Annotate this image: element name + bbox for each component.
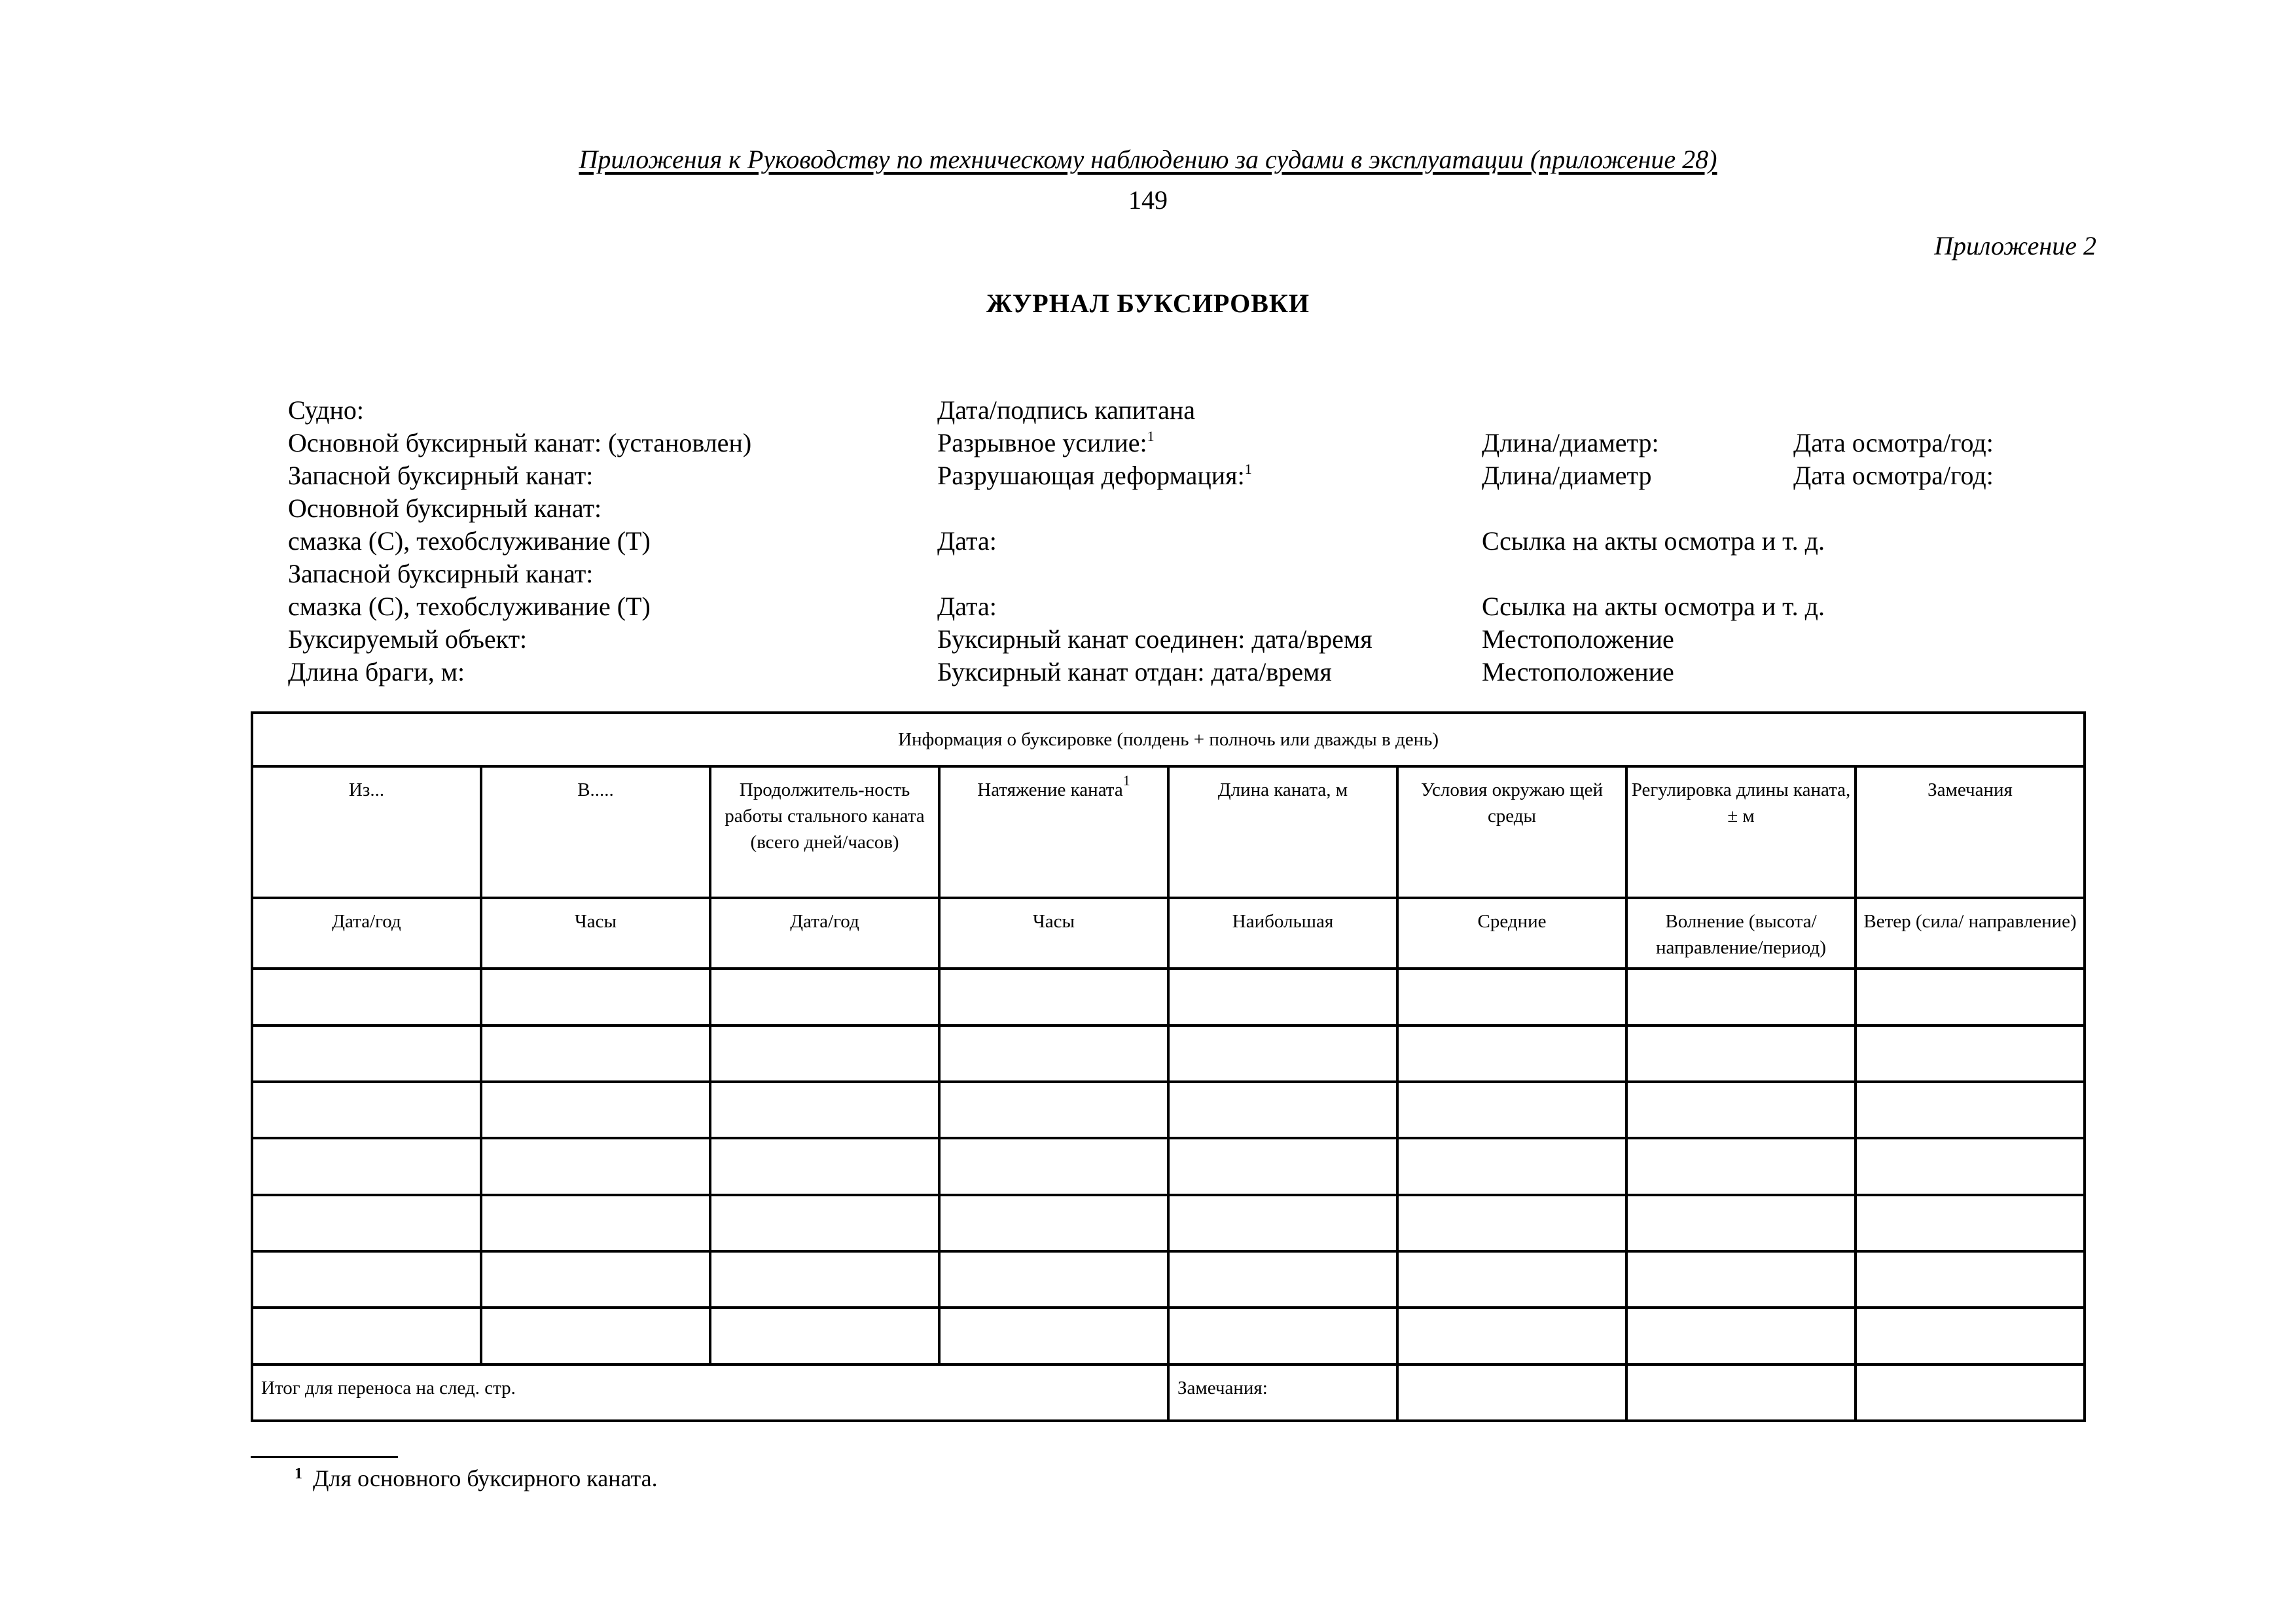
released-field: Буксирный канат отдан: дата/время xyxy=(937,657,1332,687)
column-header: Натяжение каната$^1$ xyxy=(939,766,1168,898)
remarks-label-cell: Замечания: xyxy=(1168,1364,1397,1421)
table-row xyxy=(252,1251,2085,1308)
entry-cell[interactable] xyxy=(710,969,939,1025)
entry-cell[interactable] xyxy=(1397,1308,1626,1364)
sub-header: Волнение (высота/ направление/период) xyxy=(1626,898,1856,969)
entry-cell[interactable] xyxy=(1168,1138,1397,1194)
footer-cell[interactable] xyxy=(1626,1364,1856,1421)
sub-header: Часы xyxy=(481,898,710,969)
info-field: Запасной буксирный канат: xyxy=(288,559,594,588)
sub-header: Часы xyxy=(939,898,1168,969)
inspection-ref-field: Ссылка на акты осмотра и т. д. xyxy=(1482,592,1825,621)
length-diameter-field: Длина/диаметр xyxy=(1482,461,1652,490)
entry-cell[interactable] xyxy=(1856,1138,2085,1194)
entry-cell[interactable] xyxy=(1397,1138,1626,1194)
entry-cell[interactable] xyxy=(481,969,710,1025)
carry-over-cell: Итог для переноса на след. стр. xyxy=(252,1364,1168,1421)
table-row xyxy=(252,969,2085,1025)
entry-cell[interactable] xyxy=(1168,1251,1397,1308)
date-field: Дата: xyxy=(937,592,997,621)
footnote-rule xyxy=(251,1456,398,1458)
entry-cell[interactable] xyxy=(1856,969,2085,1025)
column-header: Продолжитель-ность работы стального каната (всего дней/часов) xyxy=(710,766,939,898)
entry-cell[interactable] xyxy=(1626,969,1856,1025)
running-title: Приложения к Руководству по техническому наблюдению за судами в эксплуатации (приложение 28) xyxy=(579,145,1717,174)
inspection-date-field: Дата осмотра/год: xyxy=(1793,428,1994,457)
entry-cell[interactable] xyxy=(1856,1195,2085,1251)
table-caption: Информация о буксировке (полдень + полночь или дважды в день) xyxy=(252,713,2085,766)
entry-cell[interactable] xyxy=(1397,1251,1626,1308)
location-field: Местоположение xyxy=(1482,657,1674,687)
entry-cell[interactable] xyxy=(939,1082,1168,1138)
entry-cell[interactable] xyxy=(1626,1251,1856,1308)
entry-cell[interactable] xyxy=(1626,1308,1856,1364)
entry-cell[interactable] xyxy=(1626,1026,1856,1082)
footnote-ref: 1 xyxy=(1147,428,1155,444)
column-header: Регулировка длины каната, ± м xyxy=(1626,766,1856,898)
sub-header: Дата/год xyxy=(710,898,939,969)
document-title: ЖУРНАЛ БУКСИРОВКИ xyxy=(986,289,1310,318)
info-col-3 xyxy=(1482,394,1825,688)
towing-log-table xyxy=(251,711,2086,1422)
entry-cell[interactable] xyxy=(1168,969,1397,1025)
captain-field: Дата/подпись капитана xyxy=(937,395,1196,425)
entry-cell[interactable] xyxy=(1856,1026,2085,1082)
column-header: Из... xyxy=(252,766,481,898)
inspection-date-field: Дата осмотра/год: xyxy=(1793,461,1994,490)
column-header: Длина каната, м xyxy=(1168,766,1397,898)
column-header: Замечания xyxy=(1856,766,2085,898)
info-field: смазка (С), техобслуживание (Т) xyxy=(288,526,651,556)
entry-cell[interactable] xyxy=(1168,1308,1397,1364)
footer-cell[interactable] xyxy=(1397,1364,1626,1421)
column-header: Условия окружаю щей среды xyxy=(1397,766,1626,898)
column-header: В..... xyxy=(481,766,710,898)
sub-header: Ветер (сила/ направление) xyxy=(1856,898,2085,969)
inspection-ref-field: Ссылка на акты осмотра и т. д. xyxy=(1482,526,1825,556)
appendix-label: Приложение 2 xyxy=(1934,231,2096,260)
entry-cell[interactable] xyxy=(1626,1082,1856,1138)
entry-cell[interactable] xyxy=(939,969,1168,1025)
entry-cell[interactable] xyxy=(1168,1082,1397,1138)
sub-header: Средние xyxy=(1397,898,1626,969)
entry-cell[interactable] xyxy=(252,969,481,1025)
table-row xyxy=(252,1308,2085,1364)
entry-cell[interactable] xyxy=(1626,1138,1856,1194)
entry-cell[interactable] xyxy=(939,1308,1168,1364)
footnote-ref: 1 xyxy=(1244,461,1252,477)
info-field: Судно: xyxy=(288,395,365,425)
info-col-4 xyxy=(1793,394,1994,492)
entry-cell[interactable] xyxy=(252,1026,481,1082)
deformation-field: Разрушающая деформация:$^1$ xyxy=(937,461,1252,490)
footnote-ref: 1 xyxy=(1122,772,1130,789)
entry-cell[interactable] xyxy=(939,1195,1168,1251)
info-field: Буксируемый объект: xyxy=(288,624,528,654)
entry-cell[interactable] xyxy=(1168,1026,1397,1082)
footer-cell[interactable] xyxy=(1856,1364,2085,1421)
entry-cell[interactable] xyxy=(939,1251,1168,1308)
entry-cell[interactable] xyxy=(710,1082,939,1138)
table-row xyxy=(252,1195,2085,1251)
connected-field: Буксирный канат соединен: дата/время xyxy=(937,624,1372,654)
info-field: Основной буксирный канат: xyxy=(288,493,602,523)
log-body xyxy=(252,969,2085,1364)
sub-header: Наибольшая xyxy=(1168,898,1397,969)
entry-cell[interactable] xyxy=(1626,1195,1856,1251)
entry-cell[interactable] xyxy=(710,1026,939,1082)
entry-cell[interactable] xyxy=(710,1308,939,1364)
entry-cell[interactable] xyxy=(1397,969,1626,1025)
entry-cell[interactable] xyxy=(481,1138,710,1194)
table-row xyxy=(252,1026,2085,1082)
entry-cell[interactable] xyxy=(252,1138,481,1194)
entry-cell[interactable] xyxy=(481,1308,710,1364)
info-field: Длина браги, м: xyxy=(288,657,465,687)
entry-cell[interactable] xyxy=(710,1195,939,1251)
entry-cell[interactable] xyxy=(939,1138,1168,1194)
page-number: 149 xyxy=(1128,185,1168,215)
info-col-1 xyxy=(288,394,751,688)
entry-cell[interactable] xyxy=(710,1138,939,1194)
entry-cell[interactable] xyxy=(1397,1082,1626,1138)
info-field: Основной буксирный канат: (установлен) xyxy=(288,428,752,457)
entry-cell[interactable] xyxy=(1856,1308,2085,1364)
info-col-2 xyxy=(937,394,1372,688)
date-field: Дата: xyxy=(937,526,997,556)
entry-cell[interactable] xyxy=(939,1026,1168,1082)
entry-cell[interactable] xyxy=(1856,1251,2085,1308)
entry-cell[interactable] xyxy=(252,1251,481,1308)
entry-cell[interactable] xyxy=(481,1082,710,1138)
entry-cell[interactable] xyxy=(1397,1026,1626,1082)
entry-cell[interactable] xyxy=(252,1082,481,1138)
length-diameter-field: Длина/диаметр: xyxy=(1482,428,1659,457)
sub-header: Дата/год xyxy=(252,898,481,969)
table-row xyxy=(252,1082,2085,1138)
footnote: $^1$ Для основного буксирного каната. xyxy=(295,1465,658,1491)
entry-cell[interactable] xyxy=(252,1308,481,1364)
table-row xyxy=(252,1138,2085,1194)
entry-cell[interactable] xyxy=(710,1251,939,1308)
entry-cell[interactable] xyxy=(252,1195,481,1251)
info-field: Запасной буксирный канат: xyxy=(288,461,594,490)
breaking-load-field: Разрывное усилие:$^1$ xyxy=(937,428,1155,457)
entry-cell[interactable] xyxy=(1856,1082,2085,1138)
info-field: смазка (С), техобслуживание (Т) xyxy=(288,592,651,621)
entry-cell[interactable] xyxy=(481,1251,710,1308)
entry-cell[interactable] xyxy=(1397,1195,1626,1251)
entry-cell[interactable] xyxy=(481,1195,710,1251)
entry-cell[interactable] xyxy=(481,1026,710,1082)
entry-cell[interactable] xyxy=(1168,1195,1397,1251)
location-field: Местоположение xyxy=(1482,624,1674,654)
